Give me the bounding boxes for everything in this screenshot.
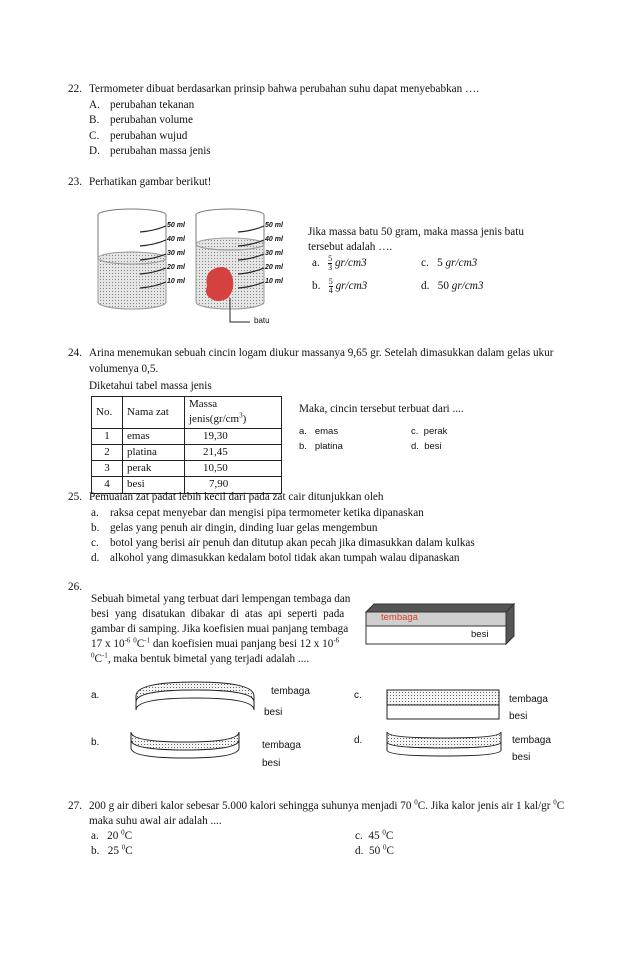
- bimetal-3d-figure: [366, 600, 516, 646]
- q23-option-b: [312, 276, 367, 296]
- q23-option-b-key: b.: [312, 280, 321, 292]
- q25-option-c-key: c.: [91, 537, 99, 549]
- q22-option-a-key: A.: [89, 99, 100, 111]
- table-row: 1 emas 19,30: [92, 428, 282, 444]
- q24-option-b: b. platina: [299, 441, 343, 452]
- header-density: Massa $jenis(gr/cm^3)$: [185, 397, 282, 429]
- q24-question: Maka, cincin tersebut terbuat dari ....: [299, 403, 464, 415]
- q27-option-a: a. 20 $^0$C: [91, 828, 133, 842]
- q26-option-a-key: a.: [91, 690, 100, 701]
- table-header: [92, 397, 282, 429]
- q24-line1: Arina menemukan sebuah cincin logam diukur massanya 9,65 gr. Setelah dimasukkan dalam gelas ukur: [89, 347, 554, 359]
- q22-option-a: perubahan tekanan: [110, 99, 195, 111]
- q22-option-c: perubahan wujud: [110, 130, 188, 142]
- q23-option-d: [421, 276, 483, 296]
- q26-line3: gambar di samping. Jika koefisien muai panjang tembaga: [91, 623, 349, 635]
- q23-text: Perhatikan gambar berikut!: [89, 176, 212, 188]
- q26-option-d-figure: [384, 728, 506, 762]
- q26-d-besi-label: besi: [512, 752, 531, 763]
- q23-info-line2: tersebut adalah ….: [308, 241, 393, 253]
- q26-option-c-key: c.: [354, 690, 362, 701]
- q23-number: 23.: [68, 176, 82, 188]
- q24-option-d: d. besi: [411, 441, 442, 452]
- stone-label: batu: [254, 316, 270, 325]
- q22-number: 22.: [68, 83, 82, 95]
- q25-text: Pemuaian zat padat lebih kecil dari pada zat cair ditunjukkan oleh: [89, 491, 384, 503]
- beaker-2: [196, 209, 264, 322]
- stone: [206, 267, 233, 301]
- q24-line2: volumenya 0,5.: [89, 363, 159, 375]
- q25-option-b: gelas yang penuh air dingin, dinding luar gelas mengembun: [110, 522, 378, 534]
- q22-option-d: perubahan massa jenis: [110, 145, 211, 157]
- q25-option-a-key: a.: [91, 507, 99, 519]
- q24-option-a: a. emas: [299, 426, 339, 437]
- q26-a-tembaga-label: tembaga: [271, 686, 310, 697]
- q22-text: Termometer dibuat berdasarkan prinsip bahwa perubahan suhu dapat menyebabkan ….: [89, 83, 480, 95]
- q23-option-a: [312, 253, 367, 273]
- q23-option-d-key: d.: [421, 280, 430, 292]
- table-row: 4 besi 7,90: [92, 477, 282, 493]
- q22-option-d-key: D.: [89, 145, 100, 157]
- q26-line2: besi yang disatukan dibakar di atas api seperti pada: [91, 608, 345, 620]
- q23-option-c-value: 5: [437, 257, 443, 269]
- table-row: 3 perak 10,50: [92, 461, 282, 477]
- b2-mark-50: 50 ml: [265, 222, 283, 229]
- q22-option-b: perubahan volume: [110, 114, 193, 126]
- q27-number: 27.: [68, 800, 82, 812]
- q26-line4: 17 x $10^{-6}$ $^0C^{-1}$ dan koefisien muai panjang besi 12 x $10^{-6}$: [91, 636, 340, 650]
- q24-number: 24.: [68, 347, 82, 359]
- q23-option-c-key: c.: [421, 257, 429, 269]
- b1-mark-10: 10 ml: [167, 278, 185, 285]
- q27-line2: maka suhu awal air adalah ....: [89, 815, 222, 827]
- header-no: No.: [92, 397, 123, 429]
- q23-info-line1: Jika massa batu 50 gram, maka massa jenis batu: [308, 226, 524, 238]
- b1-mark-40: 40 ml: [167, 236, 185, 243]
- q26-option-b-key: b.: [91, 737, 100, 748]
- q23-option-b-fraction: $\frac{5}{4}$: [328, 276, 333, 295]
- q27-option-d: d. 50 $^0$C: [355, 843, 394, 857]
- q22-option-b-key: B.: [89, 114, 100, 126]
- b2-mark-30: 30 ml: [265, 250, 283, 257]
- beaker-1: [98, 209, 166, 309]
- q26-option-b-figure: [128, 728, 243, 762]
- q27-option-b: b. 25 $^0$C: [91, 843, 133, 857]
- q25-option-b-key: b.: [91, 522, 100, 534]
- q26-c-besi-label: besi: [509, 711, 528, 722]
- q26-d-tembaga-label: tembaga: [512, 735, 551, 746]
- b1-mark-30: 30 ml: [167, 250, 185, 257]
- q26-number: 26.: [68, 581, 82, 593]
- q25-number: 25.: [68, 491, 82, 503]
- q24-options-clipped: [299, 424, 459, 452]
- q25-option-d: alkohol yang dimasukkan kedalam botol tidak akan tumpah walau dipanaskan: [110, 552, 460, 564]
- q26-line5: $^0C^{-1}$, maka bentuk bimetal yang terjadi adalah ....: [91, 651, 310, 665]
- q25-option-c: botol yang berisi air penuh dan ditutup akan pecah jika dimasukkan dalam kulkas: [110, 537, 475, 549]
- q26-option-a-figure: [133, 680, 258, 714]
- q23-option-c: [421, 253, 477, 273]
- header-substance: Nama zat: [123, 397, 185, 429]
- q24-option-c: c. perak: [411, 426, 448, 437]
- q27-option-c: c. 45 $^0$C: [355, 828, 394, 842]
- q27-line1: 200 g air diberi kalor sebesar 5.000 kalori sehingga suhunya menjadi 70 $^0$C. Jika kalor jenis air 1 kal/gr $^0$C: [89, 798, 565, 812]
- b2-mark-20: 20 ml: [265, 264, 283, 271]
- b1-mark-20: 20 ml: [167, 264, 185, 271]
- q25-option-d-key: d.: [91, 552, 100, 564]
- b2-mark-10: 10 ml: [265, 278, 283, 285]
- table-row: 2 platina 21,45: [92, 444, 282, 460]
- q23-option-d-unit: gr/cm3: [451, 280, 484, 292]
- q25-option-a: raksa cepat menyebar dan mengisi pipa termometer ketika dipanaskan: [110, 507, 424, 519]
- q26-b-besi-label: besi: [262, 758, 281, 769]
- q26-line1: Sebuah bimetal yang terbuat dari lempengan tembaga dan: [91, 593, 351, 605]
- q26-option-d-key: d.: [354, 735, 363, 746]
- q23-option-a-key: a.: [312, 257, 320, 269]
- q26-b-tembaga-label: tembaga: [262, 740, 301, 751]
- b1-mark-50: 50 ml: [167, 222, 185, 229]
- q22-option-c-key: C.: [89, 130, 100, 142]
- q23-option-a-fraction: $\frac{5}{3}$: [328, 253, 333, 272]
- bimetal-3d-besi-label: besi: [471, 629, 489, 640]
- q23-option-b-unit: gr/cm3: [335, 280, 368, 292]
- q26-option-c-figure: [386, 688, 502, 722]
- q23-option-c-unit: gr/cm3: [445, 257, 478, 269]
- q26-a-besi-label: besi: [264, 707, 283, 718]
- density-table: [91, 396, 282, 494]
- q26-c-tembaga-label: tembaga: [509, 694, 548, 705]
- b2-mark-40: 40 ml: [265, 236, 283, 243]
- q24-table-caption: Diketahui tabel massa jenis: [89, 380, 212, 392]
- q23-option-d-value: 50: [437, 280, 449, 292]
- bimetal-3d-tembaga-label: tembaga: [381, 612, 418, 623]
- q23-option-a-unit: gr/cm3: [334, 257, 367, 269]
